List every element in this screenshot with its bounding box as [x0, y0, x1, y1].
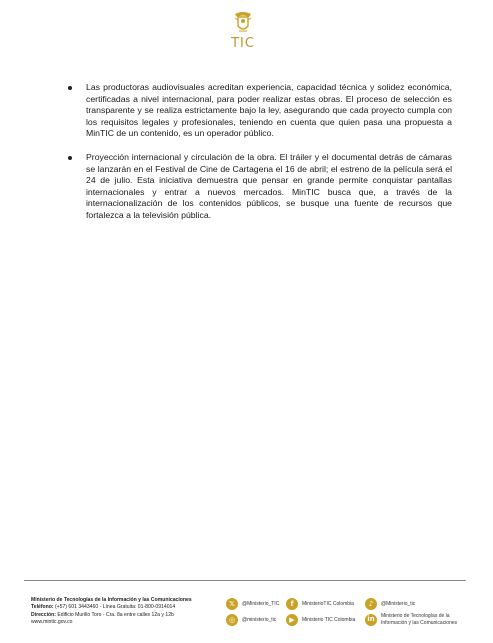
phone-value: (+57) 601 3443460 - Línea Gratuita: 01-800-0914014 — [54, 604, 176, 611]
bullet-text: Proyección internacional y circulación de la obra. El tráiler y el documental detrás de cámaras se lanzarán en el Festival de Cine de Cartagena el 16 de abril; el estreno de la película será el 24 de julio. Esta iniciativa demuestra que pensar en grande permite conquistar pantallas internacionales y entrar a nuevos mercados. MinTIC busca que, a través de la internacionalización de los contenidos públicos, se busque una fuente de recursos que fortalezca a la televisión pública. — [86, 151, 452, 220]
address-value: Edificio Murillo Toro - Cra. 8a entre calles 12a y 12b — [57, 611, 174, 618]
x-icon: 𝕏 — [226, 598, 238, 610]
social-x-label: @Ministerio_TIC — [242, 601, 280, 607]
social-linkedin-label-line1: Ministerio de Tecnologías de la — [381, 613, 450, 619]
social-linkedin[interactable] — [365, 613, 457, 626]
social-facebook-label: MinisterioTIC Colombia — [302, 601, 354, 607]
social-facebook[interactable] — [286, 598, 354, 610]
address-label: Dirección: — [31, 611, 56, 618]
social-tiktok-label: @Ministerio_tic — [381, 601, 416, 607]
coat-of-arms-icon — [232, 10, 254, 36]
phone-label: Teléfono: — [31, 604, 54, 611]
tiktok-icon: ♪ — [365, 598, 377, 610]
mintic-logo — [226, 10, 260, 58]
instagram-icon: ◎ — [226, 614, 238, 626]
social-instagram[interactable] — [226, 614, 276, 626]
bullet-item — [60, 152, 452, 222]
logo-text: TIC — [231, 36, 255, 51]
social-x[interactable] — [226, 598, 279, 610]
youtube-icon: ▶ — [286, 614, 298, 626]
bullet-item — [60, 82, 452, 140]
social-instagram-label: @ministerio_tic — [242, 617, 277, 623]
social-youtube-label: Ministerio TIC Colombia — [302, 617, 356, 623]
bullet-list — [60, 82, 452, 234]
bullet-icon — [68, 156, 72, 160]
bullet-text: Las productoras audiovisuales acreditan experiencia, capacidad técnica y solidez económica, certificadas a nivel internacional, para poder realizar estas obras. El proceso de selección es transparente y se realiza estrictamente bajo la ley, asegurando que cada proyecto cumpla con los requisitos legales y profesionales, teniendo en cuenta que quien pasa una propuesta a MinTIC de un contenido, es un operador público. — [86, 82, 452, 139]
footer-divider — [24, 580, 466, 581]
bullet-icon — [68, 86, 72, 90]
social-youtube[interactable] — [286, 614, 355, 626]
footer-contact — [31, 597, 221, 626]
website-link[interactable]: www.mintic.gov.co — [31, 618, 73, 625]
ministry-name: Ministerio de Tecnologías de la Información y las Comunicaciones — [31, 597, 192, 603]
facebook-icon: f — [286, 598, 298, 610]
social-tiktok[interactable] — [365, 598, 415, 610]
social-linkedin-label-line2: Información y las Comunicaciones — [381, 619, 458, 626]
linkedin-icon: in — [365, 614, 377, 626]
